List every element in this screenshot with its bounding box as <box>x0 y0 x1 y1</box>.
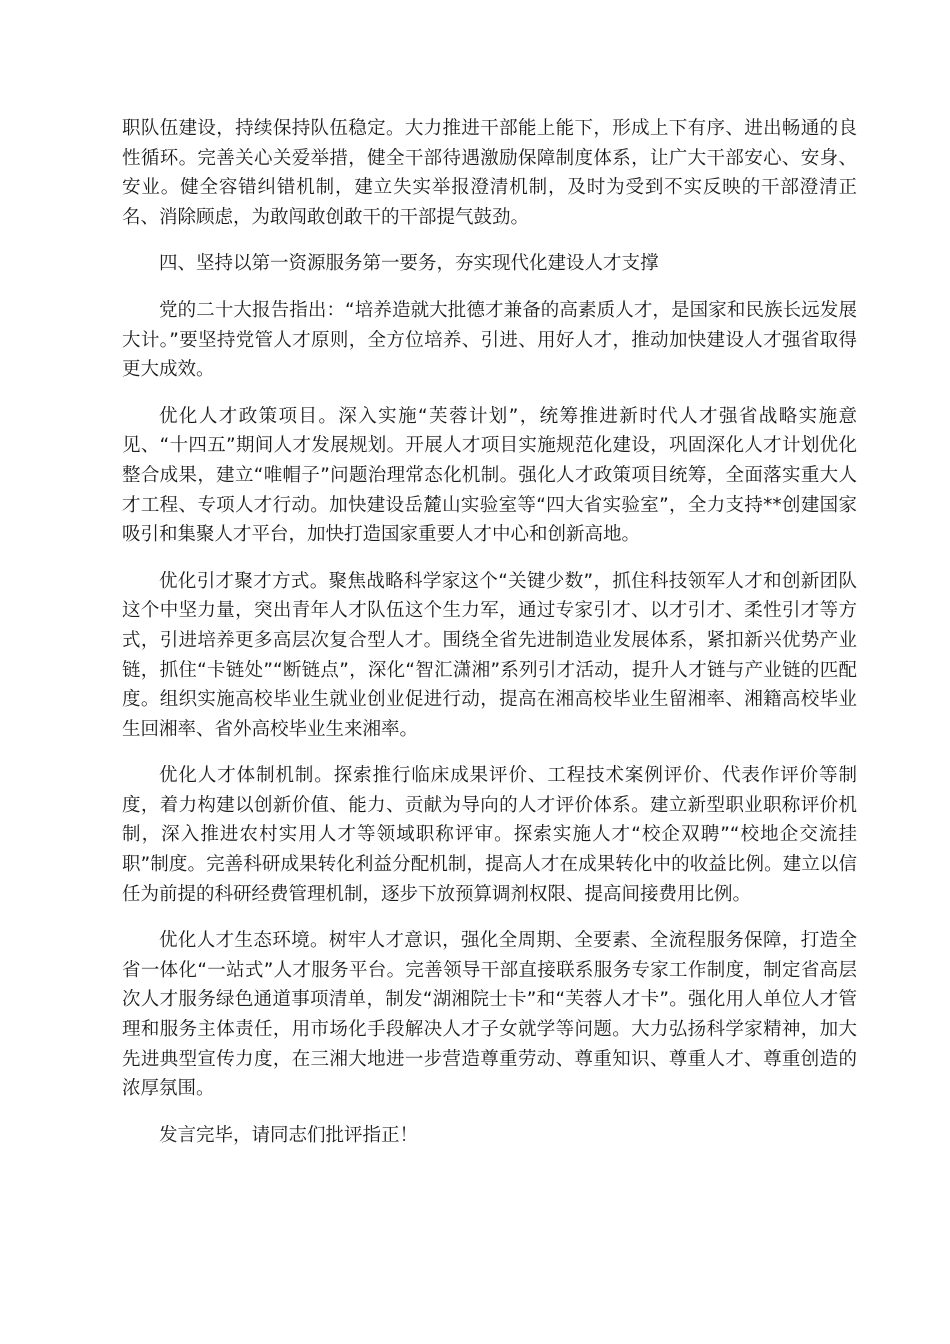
paragraph-closing: 发言完毕，请同志们批评指正！ <box>159 1124 419 1146</box>
document-body <box>122 114 857 1167</box>
paragraph-recruitment: 优化引才聚才方式。聚焦战略科学家这个“关键少数”，抓住科技领军人才和创新团队这个中坚力量，突出青年人才队伍这个生力军，通过专家引才、以才引才、柔性引才等方式，引进培养更多高层次复合型人才。围绕全省先进制造业发展体系，紧扣新兴优势产业链，抓住“卡链处”“断链点”，深化“智汇潇湘”系列引才活动，提升人才链与产业链的匹配度。组织实施高校毕业生就业创业促进行动，提高在湘高校毕业生留湘率、湘籍高校毕业生回湘率、省外高校毕业生来湘率。 <box>122 570 857 740</box>
section-heading: 四、坚持以第一资源服务第一要务，夯实现代化建设人才支撑 <box>159 253 659 275</box>
paragraph-environment: 优化人才生态环境。树牢人才意识，强化全周期、全要素、全流程服务保障，打造全省一体化“一站式”人才服务平台。完善领导干部直接联系服务专家工作制度，制定省高层次人才服务绿色通道事项清单，制发“湖湘院士卡”和“芙蓉人才卡”。强化用人单位人才管理和服务主体责任，用市场化手段解决人才子女就学等问题。大力弘扬科学家精神，加大先进典型宣传力度，在三湘大地进一步营造尊重劳动、尊重知识、尊重人才、尊重创造的浓厚氛围。 <box>122 930 857 1100</box>
paragraph-policy-projects: 优化人才政策项目。深入实施“芙蓉计划”，统筹推进新时代人才强省战略实施意见、“十四五”期间人才发展规划。开展人才项目实施规范化建设，巩固深化人才计划优化整合成果，建立“唯帽子”问题治理常态化机制。强化人才政策项目统筹，全面落实重大人才工程、专项人才行动。加快建设岳麓山实验室等“四大省实验室”，全力支持**创建国家吸引和集聚人才平台，加快打造国家重要人才中心和创新高地。 <box>122 405 857 546</box>
paragraph-mechanisms: 优化人才体制机制。探索推行临床成果评价、工程技术案例评价、代表作评价等制度，着力构建以创新价值、能力、贡献为导向的人才评价体系。建立新型职业职称评价机制，深入推进农村实用人才等领域职称评审。探索实施人才“校企双聘”“校地企交流挂职”制度。完善科研成果转化利益分配机制，提高人才在成果转化中的收益比例。建立以信任为前提的科研经费管理机制，逐步下放预算调剂权限、提高间接费用比例。 <box>122 765 857 905</box>
paragraph-intro: 党的二十大报告指出：“培养造就大批德才兼备的高素质人才，是国家和民族长远发展大计。”要坚持党管人才原则，全方位培养、引进、用好人才，推动加快建设人才强省取得更大成效。 <box>122 299 857 381</box>
paragraph-continuation: 职队伍建设，持续保持队伍稳定。大力推进干部能上能下，形成上下有序、进出畅通的良性循环。完善关心关爱举措，健全干部待遇激励保障制度体系，让广大干部安心、安身、安业。健全容错纠错机制，建立失实举报澄清机制，及时为受到不实反映的干部澄清正名、消除顾虑，为敢闯敢创敢干的干部提气鼓劲。 <box>122 118 857 228</box>
